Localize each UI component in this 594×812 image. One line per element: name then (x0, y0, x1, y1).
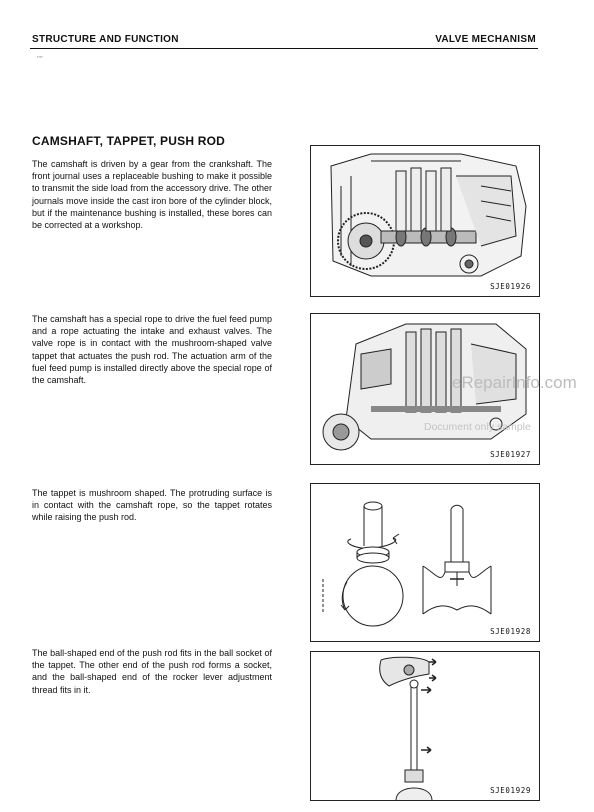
running-header-section: STRUCTURE AND FUNCTION (32, 34, 179, 45)
watermark-site: eRepairInfo.com (452, 373, 577, 392)
camshaft-gear-engine-icon (311, 146, 539, 296)
paragraph-push-rod: The ball-shaped end of the push rod fits in the ball socket of the tappet. The other end of the push rod forms a socket, and the ball-shaped end of the rocker lever adjustment thread fits in it. (32, 648, 272, 695)
section-title: CAMSHAFT, TAPPET, PUSH ROD (32, 134, 225, 148)
figure-code: SJE01929 (490, 786, 531, 795)
header-rule (30, 48, 538, 49)
running-header-topic: VALVE MECHANISM (435, 34, 536, 45)
figure-push-rod (310, 651, 540, 801)
margin-mark: "" (37, 55, 43, 64)
watermark-note: Document only sample (424, 421, 531, 433)
paragraph-tappet: The tappet is mushroom shaped. The protruding surface is in contact with the camshaft rope, so the tappet rotates while raising the push rod. (32, 488, 272, 523)
paragraph-camshaft-ropes: The camshaft has a special rope to drive the fuel feed pump and a rope actuating the intake and exhaust valves. The valve rope is in contact with the mushroom-shaped valve tappet that actuates the push rod. The actuation arm of the fuel feed pump is installed directly above the special rope of the camshaft. (32, 314, 272, 386)
figure-camshaft-gear (310, 145, 540, 297)
figure-code: SJE01926 (490, 282, 531, 291)
figure-code: SJE01928 (490, 627, 531, 636)
figure-mushroom-tappet (310, 483, 540, 642)
figure-code: SJE01927 (490, 450, 531, 459)
paragraph-camshaft-drive: The camshaft is driven by a gear from the crankshaft. The front journal uses a replaceable bushing to make it possible to transmit the side load from the accessory drive. The other journals move inside the cast iron bore of the cylinder block, but if the maintenance bushing is installed, these bores can be corrected at a workshop. (32, 159, 272, 231)
push-rod-rocker-lever-icon (311, 652, 539, 800)
mushroom-tappet-icon (311, 484, 539, 641)
